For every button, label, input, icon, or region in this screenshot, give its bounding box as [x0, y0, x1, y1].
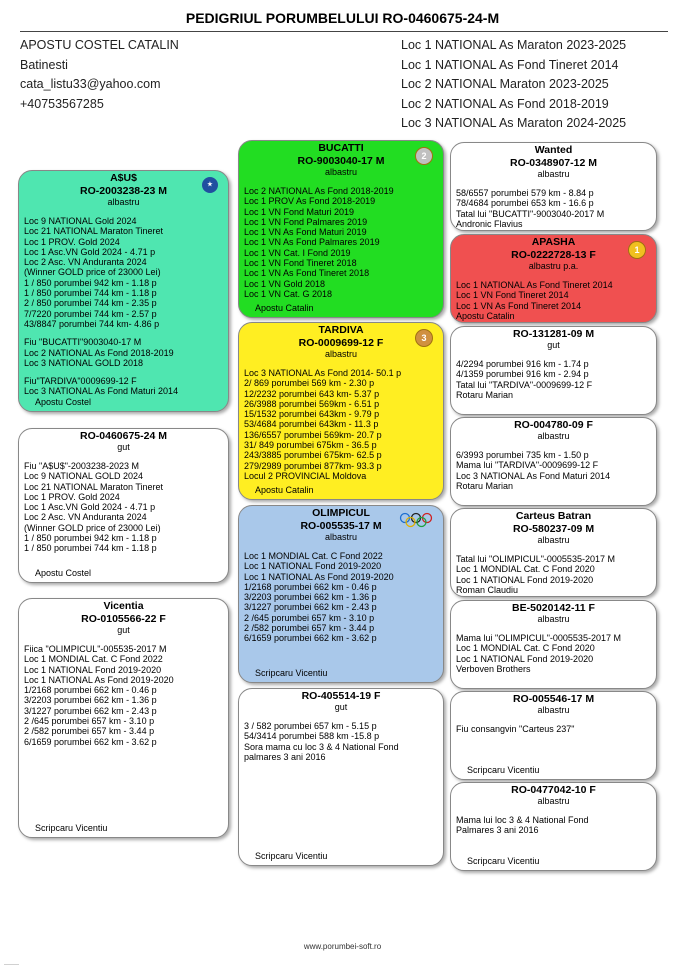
performance-line: Loc 3 NATIONAL As Fond 2014- 50.1 p: [244, 368, 402, 378]
performance-line: Loc 1 PROV. Gold 2024: [24, 236, 120, 247]
performance-line: (Winner GOLD price of 23000 Lei): [24, 522, 161, 533]
card-father[interactable]: [18, 170, 229, 412]
performance-line: 3/1227 porumbei 662 km - 2.43 p: [24, 705, 157, 716]
performance-line: 26/3988 porumbei 569km - 6.51 p: [244, 398, 380, 409]
feather-color: gut: [334, 702, 348, 712]
breeder-name: Scripcaru Vicentiu: [255, 851, 328, 861]
card-ggm-4[interactable]: [450, 782, 657, 871]
ring-number: RO-2003238-23 M: [80, 185, 167, 197]
pigeon-name: Vicentia: [103, 600, 144, 612]
performance-line: 43/8847 porumbei 744 km- 4.86 p: [24, 318, 160, 329]
performance-line: 53/4684 porumbei 643km - 11.3 p: [244, 419, 379, 430]
pigeon-name: BUCATTI: [318, 142, 364, 154]
performance-line: Loc 2 Asc. VN Anduranta 2024: [24, 512, 147, 523]
performance-line: Loc 1 VN As Fond Palmares 2019: [244, 237, 380, 248]
breeder-name: Apostu Catalin: [255, 303, 314, 313]
owner-email[interactable]: cata_listu33@yahoo.com: [20, 77, 161, 91]
performance-line: 1 / 850 porumbei 744 km - 1.18 p: [24, 543, 157, 554]
performance-line: Loc 2 NATIONAL As Fond 2018-2019: [244, 186, 394, 196]
ring-number: RO-131281-09 M: [512, 328, 595, 340]
performance-line: Fiu consangvin "Carteus 237": [456, 724, 575, 734]
performance-line: Mama lui "OLIMPICUL"-0005535-2017 M: [456, 633, 621, 643]
feather-color: albastru: [537, 431, 570, 441]
pigeon-name: TARDIVA: [318, 324, 364, 336]
feather-color: gut: [117, 442, 130, 452]
performance-line: Loc 1 NATIONAL Fond 2019-2020: [244, 561, 382, 572]
result-item: Loc 2 NATIONAL As Fond 2018-2019: [401, 96, 609, 111]
performance-line: Loc 2 NATIONAL As Fond 2018-2019: [24, 347, 174, 358]
performance-line: 243/3885 porumbei 675km- 62.5 p: [244, 450, 382, 461]
performance-line: Loc 3 NATIONAL GOLD 2018: [24, 357, 144, 368]
performance-line: Locul 2 PROVINCIAL Moldova: [244, 470, 367, 481]
ring-number: RO-0477042-10 F: [511, 784, 596, 796]
performance-line: Fiica "OLIMPICUL"-005535-2017 M: [24, 644, 167, 654]
card-ggf-4[interactable]: [450, 691, 657, 780]
result-item: Loc 2 NATIONAL Maraton 2023-2025: [401, 77, 609, 91]
performance-line: Loc 1 VN Fond Tineret 2014: [456, 290, 569, 301]
performance-line: Loc 1 NATIONAL As Fond Tineret 2014: [456, 280, 613, 290]
performance-line: 2 / 850 porumbei 744 km - 2.35 p: [24, 298, 157, 309]
performance-line: 1/2168 porumbei 662 km - 0.46 p: [244, 581, 377, 592]
performance-line: Rotaru Marian: [456, 389, 514, 400]
performance-line: Loc 1 VN Fond Palmares 2019: [244, 216, 368, 227]
feather-color: gut: [547, 340, 560, 350]
corner-mark: ———: [4, 962, 19, 968]
pigeon-name: Wanted: [534, 144, 573, 156]
performance-line: Loc 1 VN As Fond Tineret 2018: [244, 268, 370, 279]
breeder-name: Apostu Costel: [35, 568, 92, 578]
pigeon-name: Carteus Batran: [515, 510, 592, 522]
performance-line: 15/1532 porumbei 643km - 9.79 p: [244, 409, 380, 420]
pigeon-name: APASHA: [531, 236, 576, 248]
feather-color: albastru: [537, 169, 570, 179]
ring-number: RO-0460675-24 M: [80, 430, 167, 442]
card-ggm-3[interactable]: [450, 600, 657, 689]
results-list: [401, 36, 626, 134]
owner-info: [20, 36, 179, 114]
owner-phone: +40753567285: [20, 96, 104, 111]
title-divider: [20, 31, 668, 32]
performance-line: 58/6557 porumbei 579 km - 8.84 p: [456, 188, 594, 198]
performance-line: 3/2203 porumbei 662 km - 1.36 p: [24, 695, 157, 706]
performance-line: 78/4684 porumbei 653 km - 16.6 p: [456, 198, 594, 209]
performance-line: 6/3993 porumbei 735 km - 1.50 p: [456, 450, 589, 460]
performance-line: Loc 9 NATIONAL Gold 2024: [24, 216, 137, 226]
ring-number: RO-580237-09 M: [512, 523, 595, 535]
footer-link[interactable]: www.porumbei-soft.ro: [303, 942, 382, 951]
feather-color: albastru: [324, 349, 358, 359]
performance-line: 2 /645 porumbei 657 km - 3.10 p: [24, 716, 155, 727]
card-maternal-grandfather[interactable]: [238, 505, 444, 683]
feather-color: gut: [117, 625, 130, 635]
performance-line: Apostu Catalin: [456, 310, 515, 321]
performance-line: Tatal lui "TARDIVA"-0009699-12 F: [456, 379, 593, 390]
performance-line: 4/2294 porumbei 916 km - 1.74 p: [456, 359, 589, 369]
performance-line: Fiu "A$U$"-2003238-2023 M: [24, 461, 139, 471]
performance-line: 1 / 850 porumbei 942 km - 1.18 p: [24, 533, 157, 544]
performance-line: 12/2232 porumbei 643 km- 5.37 p: [244, 388, 380, 399]
performance-line: 3/1227 porumbei 662 km - 2.43 p: [244, 602, 377, 613]
feather-color: albastru: [107, 197, 140, 207]
owner-name: APOSTU COSTEL CATALIN: [20, 38, 179, 52]
performance-line: 31/ 849 porumbei 675km - 36.5 p: [244, 440, 377, 451]
feather-color: albastru p.a.: [528, 261, 579, 271]
breeder-name: Scripcaru Vicentiu: [467, 765, 540, 775]
card-maternal-grandmother[interactable]: [238, 688, 444, 866]
ring-number: RO-9003040-17 M: [297, 155, 385, 167]
card-ggm-1[interactable]: [450, 234, 657, 323]
performance-line: Loc 1 VN As Fond Tineret 2014: [456, 300, 582, 311]
performance-line: 7/7220 porumbei 744 km - 2.57 p: [24, 308, 157, 319]
ring-number: RO-0222728-13 F: [511, 249, 596, 261]
performance-line: 3 / 582 porumbei 657 km - 5.15 p: [244, 721, 377, 731]
performance-line: 279/2989 porumbei 877km- 93.3 p: [244, 460, 382, 471]
page-title: PEDIGRIUL PORUMBELULUI RO-0460675-24-M: [185, 10, 500, 26]
performance-line: 2/ 869 porumbei 569 km - 2.30 p: [244, 378, 375, 389]
performance-line: 2 /645 porumbei 657 km - 3.10 p: [244, 612, 375, 623]
performance-line: Verboven Brothers: [456, 663, 531, 674]
performance-line: 2 /582 porumbei 657 km - 3.44 p: [244, 623, 375, 634]
medal-icon: 3: [415, 329, 433, 347]
performance-line: Loc 21 NATIONAL Maraton Tineret: [24, 481, 164, 492]
ring-number: RO-0009699-12 F: [298, 337, 384, 349]
performance-line: Mama lui loc 3 & 4 National Fond: [456, 815, 589, 825]
performance-line: 1/2168 porumbei 662 km - 0.46 p: [24, 685, 157, 696]
performance-line: Loc 21 NATIONAL Maraton Tineret: [24, 226, 164, 237]
breeder-name: Scripcaru Vicentiu: [467, 856, 540, 866]
breeder-name: Scripcaru Vicentiu: [35, 823, 108, 833]
card-ggf-1[interactable]: [450, 142, 657, 231]
trophy-icon: ★: [202, 177, 218, 193]
performance-line: palmares 3 ani 2016: [244, 751, 326, 762]
card-ggf-3[interactable]: [450, 508, 657, 597]
performance-line: Loc 1 MONDIAL Cat. C Fond 2022: [24, 654, 163, 665]
performance-line: Loc 1 NATIONAL Fond 2019-2020: [456, 574, 594, 585]
pigeon-name: OLIMPICUL: [312, 507, 370, 519]
performance-line: Rotaru Marian: [456, 480, 514, 491]
ring-number: RO-405514-19 F: [301, 690, 381, 702]
performance-line: 6/1659 porumbei 662 km - 3.62 p: [244, 633, 377, 644]
performance-line: Loc 1 MONDIAL Cat. C Fond 2022: [244, 551, 383, 561]
performance-line: 6/1659 porumbei 662 km - 3.62 p: [24, 736, 157, 747]
performance-line: 2 /582 porumbei 657 km - 3.44 p: [24, 726, 155, 737]
card-paternal-grandmother[interactable]: [238, 322, 444, 500]
performance-line: Loc 1 VN Gold 2018: [244, 278, 326, 289]
performance-line: 1 / 850 porumbei 744 km - 1.18 p: [24, 288, 157, 299]
performance-line: 54/3414 porumbei 588 km -15.8 p: [244, 731, 380, 742]
performance-line: Loc 2 Asc. VN Anduranta 2024: [24, 257, 147, 268]
performance-line: Loc 1 NATIONAL Fond 2019-2020: [24, 664, 162, 675]
performance-line: Loc 3 NATIONAL As Fond Maturi 2014: [456, 470, 611, 481]
breeder-name: Apostu Catalin: [255, 485, 314, 495]
performance-line: Loc 9 NATIONAL GOLD 2024: [24, 471, 144, 482]
card-ggf-2[interactable]: [450, 326, 657, 415]
result-item: Loc 1 NATIONAL As Maraton 2023-2025: [401, 38, 627, 52]
performance-line: Fiu"TARDIVA"0009699-12 F: [24, 376, 137, 387]
performance-line: Loc 3 NATIONAL As Fond Maturi 2014: [24, 386, 179, 397]
ring-number: RO-004780-09 F: [514, 419, 593, 431]
olympic-rings-icon: [399, 512, 433, 528]
performance-line: Loc 1 Asc.VN Gold 2024 - 4.71 p: [24, 502, 156, 513]
performance-line: Loc 1 PROV. Gold 2024: [24, 491, 120, 502]
card-mother[interactable]: [18, 598, 229, 838]
result-item: Loc 1 NATIONAL As Fond Tineret 2014: [401, 57, 619, 72]
performance-line: Andronic Flavius: [456, 218, 523, 229]
medal-icon: 1: [628, 241, 646, 259]
ring-number: RO-005535-17 M: [300, 520, 382, 532]
performance-line: Loc 1 VN Cat. G 2018: [244, 288, 333, 299]
breeder-name: Scripcaru Vicentiu: [255, 668, 328, 678]
ring-number: BE-5020142-11 F: [512, 602, 595, 614]
ring-number: RO-005546-17 M: [512, 693, 595, 705]
result-item: Loc 3 NATIONAL As Maraton 2024-2025: [401, 116, 627, 130]
performance-line: 3/2203 porumbei 662 km - 1.36 p: [244, 592, 377, 603]
performance-line: Loc 1 PROV As Fond 2018-2019: [244, 196, 376, 207]
performance-line: 1 / 850 porumbei 942 km - 1.18 p: [24, 277, 157, 288]
performance-line: Loc 1 NATIONAL As Fond 2019-2020: [244, 571, 394, 582]
breeder-name: Apostu Costel: [35, 397, 92, 407]
performance-line: Palmares 3 ani 2016: [456, 825, 539, 836]
card-subject-pigeon[interactable]: [18, 428, 229, 583]
performance-line: Tatal lui "BUCATTI"-9003040-2017 M: [456, 208, 605, 219]
feather-color: albastru: [537, 535, 570, 545]
card-paternal-grandfather[interactable]: [238, 140, 444, 318]
ring-number: RO-0105566-22 F: [81, 613, 166, 625]
performance-line: 4/1359 porumbei 916 km - 2.94 p: [456, 369, 589, 380]
ring-number: RO-0348907-12 M: [510, 157, 597, 169]
performance-line: Sora mama cu loc 3 & 4 National Fond: [244, 741, 399, 752]
performance-line: Loc 1 Asc.VN Gold 2024 - 4.71 p: [24, 246, 156, 257]
feather-color: albastru: [537, 614, 570, 624]
owner-city: Batinesti: [20, 57, 68, 72]
performance-line: 136/6557 porumbei 569km- 20.7 p: [244, 429, 382, 440]
performance-line: Mama lui "TARDIVA"-0009699-12 F: [456, 460, 599, 471]
performance-line: Loc 1 VN Cat. I Fond 2019: [244, 247, 351, 258]
performance-line: Loc 1 NATIONAL Fond 2019-2020: [456, 653, 594, 664]
performance-line: Roman Claudiu: [456, 584, 519, 595]
performance-line: Loc 1 VN As Fond Maturi 2019: [244, 227, 367, 238]
performance-line: Tatal lui "OLIMPICUL"-0005535-2017 M: [456, 554, 615, 564]
performance-line: Loc 1 NATIONAL As Fond 2019-2020: [24, 674, 174, 685]
feather-color: albastru: [537, 705, 570, 715]
card-ggm-2[interactable]: [450, 417, 657, 506]
pigeon-name: A$U$: [110, 172, 137, 184]
feather-color: albastru: [537, 796, 570, 806]
medal-icon: 2: [415, 147, 433, 165]
feather-color: albastru: [324, 532, 358, 542]
performance-line: Fiu "BUCATTI"9003040-17 M: [24, 337, 142, 348]
feather-color: albastru: [324, 167, 358, 177]
performance-line: (Winner GOLD price of 23000 Lei): [24, 267, 161, 278]
performance-line: Loc 1 VN Fond Tineret 2018: [244, 258, 357, 269]
performance-line: Loc 1 VN Fond Maturi 2019: [244, 206, 355, 217]
performance-line: Loc 1 MONDIAL Cat. C Fond 2020: [456, 643, 595, 654]
performance-line: Loc 1 MONDIAL Cat. C Fond 2020: [456, 564, 595, 575]
